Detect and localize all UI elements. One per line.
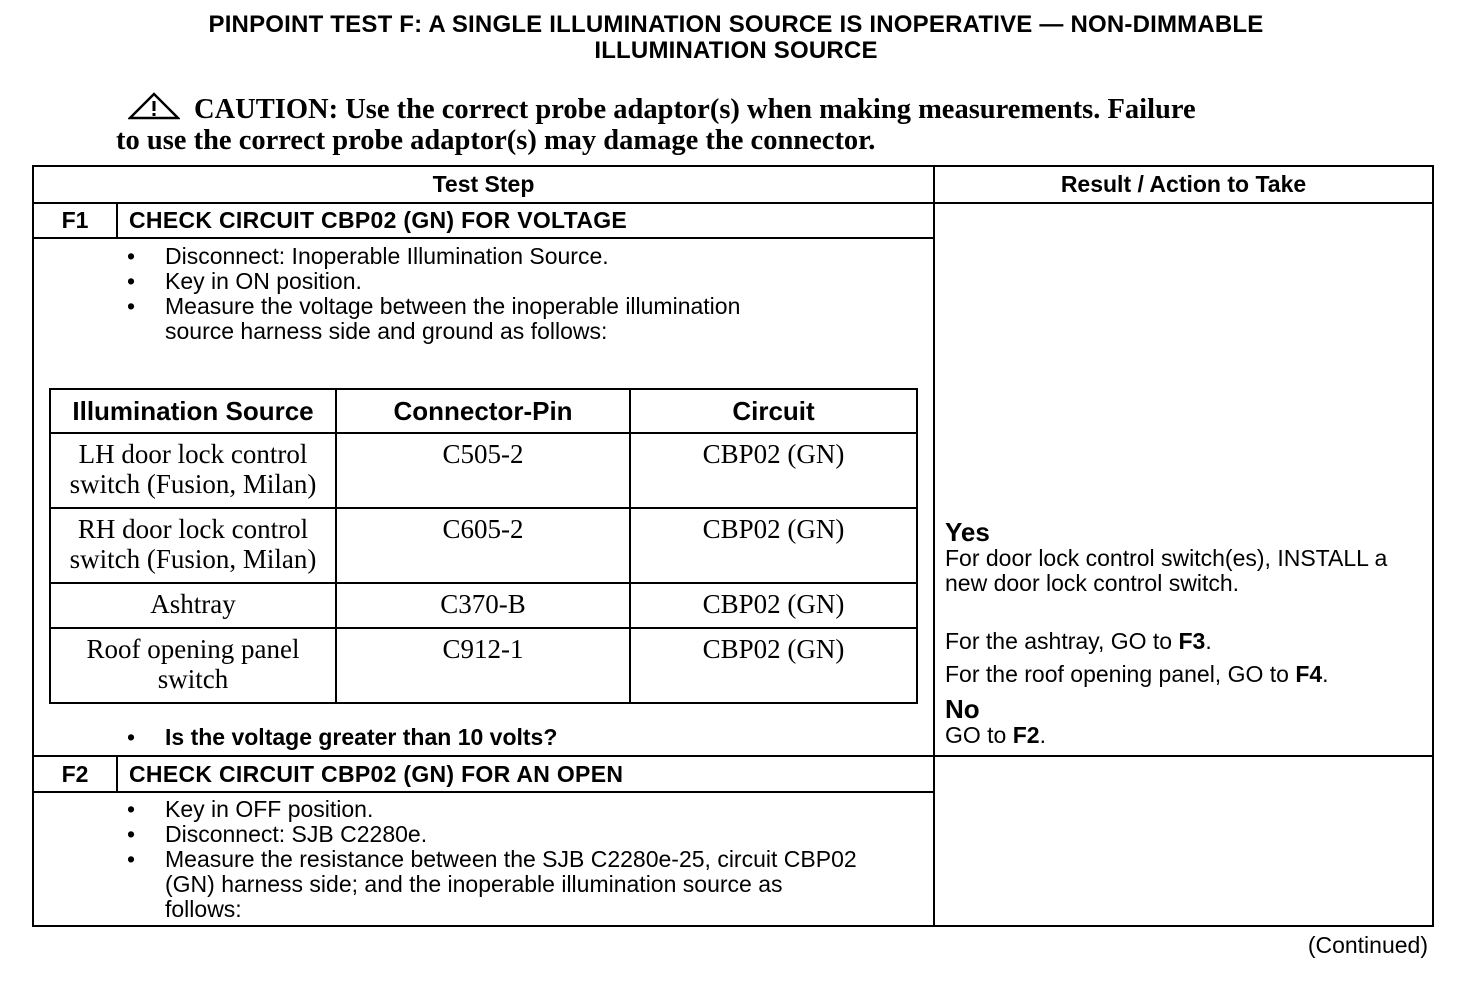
cell-connector: C912-1 bbox=[336, 628, 630, 703]
ashtray-action bbox=[945, 629, 1425, 654]
yes-label: Yes bbox=[945, 517, 990, 547]
no-action bbox=[945, 723, 1425, 748]
step-id-f1: F1 bbox=[61, 207, 89, 233]
ashtray-suffix: . bbox=[1205, 628, 1212, 654]
no-target: F2 bbox=[1012, 722, 1040, 748]
roof-suffix: . bbox=[1322, 661, 1329, 687]
table-row bbox=[50, 583, 917, 628]
f1-instructions bbox=[34, 244, 814, 344]
f2-id-divider bbox=[116, 755, 118, 791]
roof-target: F4 bbox=[1295, 661, 1323, 687]
list-item: • Key in ON position. bbox=[34, 269, 814, 294]
caution-note bbox=[116, 92, 1336, 156]
step-id-f2: F2 bbox=[61, 761, 89, 787]
header-result: Result / Action to Take bbox=[1060, 171, 1307, 197]
f1-result bbox=[945, 519, 1425, 748]
roof-action-text: For the roof opening panel, GO to bbox=[945, 661, 1296, 687]
caution-text-1: Use the correct probe adaptor(s) when making measurements. Failure bbox=[338, 94, 1196, 125]
cell-connector: C605-2 bbox=[336, 508, 630, 583]
caution-text-2: to use the correct probe adaptor(s) may damage the connector. bbox=[116, 125, 876, 156]
cell-circuit: CBP02 (GN) bbox=[630, 433, 917, 508]
no-label: No bbox=[945, 694, 980, 724]
pinpoint-test-table bbox=[32, 165, 1434, 927]
cell-connector: C505-2 bbox=[336, 433, 630, 508]
cell-connector: C370-B bbox=[336, 583, 630, 628]
title-line-2: ILLUMINATION SOURCE bbox=[594, 37, 878, 64]
step-divider bbox=[34, 755, 1432, 757]
column-divider bbox=[933, 167, 935, 925]
column-header-circuit: Circuit bbox=[630, 389, 917, 433]
list-item: • Disconnect: SJB C2280e. bbox=[34, 822, 864, 847]
no-suffix: . bbox=[1039, 722, 1046, 748]
step-title-f2: CHECK CIRCUIT CBP02 (GN) FOR AN OPEN bbox=[129, 761, 624, 787]
ashtray-action-text: For the ashtray, GO to bbox=[945, 628, 1179, 654]
step-title-f1: CHECK CIRCUIT CBP02 (GN) FOR VOLTAGE bbox=[129, 207, 628, 233]
caution-label: CAUTION: bbox=[194, 94, 339, 125]
f2-title-divider bbox=[34, 791, 933, 793]
list-item: • Measure the resistance between the SJB C2280e-25, circuit CBP02 (GN) harness side; and the inoperable illumination source as follows: bbox=[34, 847, 864, 922]
continued-label: (Continued) bbox=[1307, 932, 1428, 958]
list-item: • Disconnect: Inoperable Illumination Source. bbox=[34, 244, 814, 269]
roof-panel-action bbox=[945, 662, 1425, 687]
no-action-text: GO to bbox=[945, 722, 1013, 748]
illumination-source-table bbox=[49, 388, 918, 704]
cell-source: Roof opening panel switch bbox=[50, 628, 336, 703]
f2-instructions bbox=[34, 797, 864, 922]
cell-source: RH door lock control switch (Fusion, Milan) bbox=[50, 508, 336, 583]
header-test-step: Test Step bbox=[432, 171, 535, 197]
title-line-1: PINPOINT TEST F: A SINGLE ILLUMINATION SOURCE IS INOPERATIVE — NON-DIMMABLE bbox=[208, 11, 1264, 38]
f1-title-divider bbox=[34, 237, 933, 239]
table-row bbox=[50, 508, 917, 583]
ashtray-target: F3 bbox=[1178, 628, 1206, 654]
cell-source: Ashtray bbox=[50, 583, 336, 628]
f1-question: • Is the voltage greater than 10 volts? bbox=[34, 725, 557, 750]
header-divider bbox=[34, 202, 1432, 204]
cell-circuit: CBP02 (GN) bbox=[630, 583, 917, 628]
list-item: • Key in OFF position. bbox=[34, 797, 864, 822]
table-row bbox=[50, 433, 917, 508]
table-row bbox=[50, 628, 917, 703]
cell-circuit: CBP02 (GN) bbox=[630, 628, 917, 703]
column-header-connector: Connector-Pin bbox=[336, 389, 630, 433]
yes-action: For door lock control switch(es), INSTALL a new door lock control switch. bbox=[945, 545, 1388, 596]
cell-source: LH door lock control switch (Fusion, Milan) bbox=[50, 433, 336, 508]
cell-circuit: CBP02 (GN) bbox=[630, 508, 917, 583]
column-header-source: Illumination Source bbox=[50, 389, 336, 433]
f1-id-divider bbox=[116, 202, 118, 237]
page-title bbox=[0, 12, 1472, 64]
warning-triangle-icon bbox=[128, 92, 180, 120]
list-item: • Measure the voltage between the inoperable illumination source harness side and ground as follows: bbox=[34, 294, 814, 344]
